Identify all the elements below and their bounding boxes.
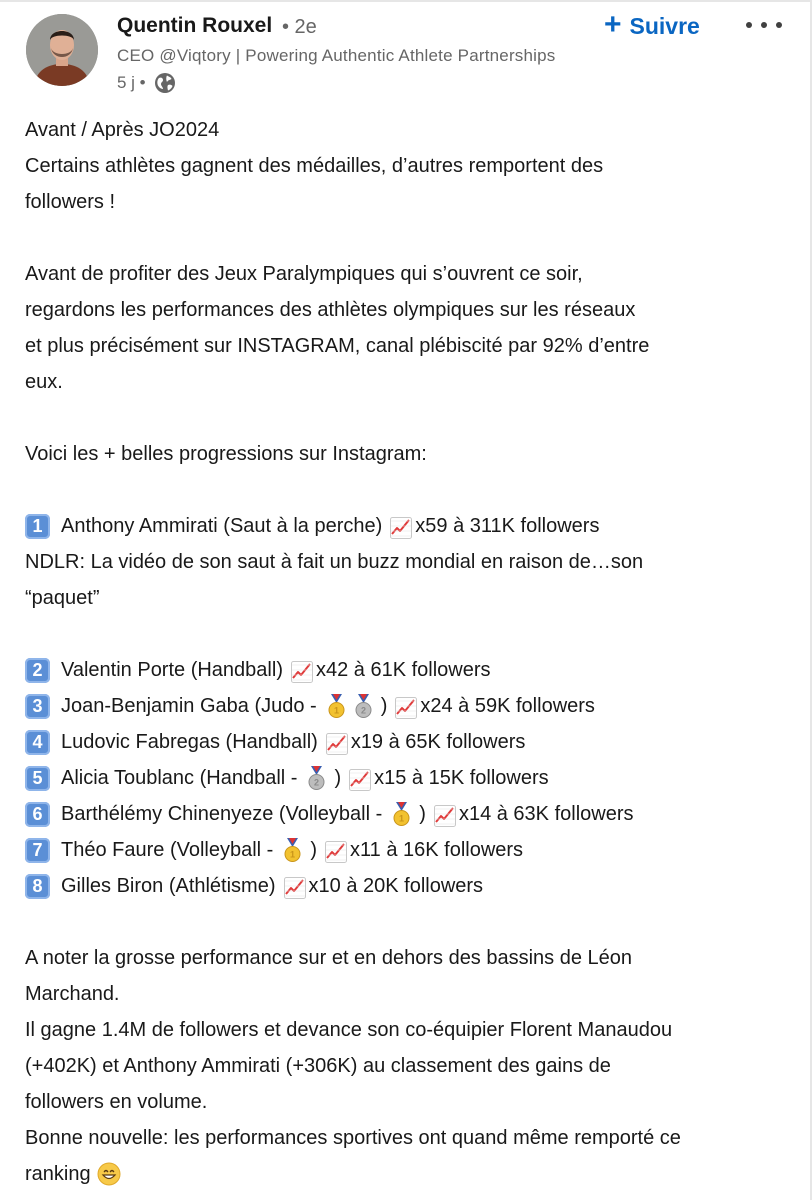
silver-medal-icon [354, 694, 373, 719]
post-meta [117, 72, 176, 94]
svg-text:1: 1 [333, 705, 339, 715]
more-options-button[interactable] [746, 10, 782, 40]
post-time: 5 j • [117, 73, 146, 92]
svg-text:1: 1 [399, 813, 405, 823]
athlete-name: Théo Faure (Volleyball - [61, 839, 274, 861]
post-line: Avant / Après JO2024 [25, 119, 220, 141]
chart-increasing-icon [291, 659, 313, 681]
keycap-number-icon: 1 [25, 514, 50, 539]
post-line: Certains athlètes gagnent des médailles, d’autres remportent des [25, 155, 604, 177]
chart-increasing-icon [390, 515, 412, 537]
svg-text:2: 2 [360, 705, 366, 715]
keycap-number-icon: 2 [25, 658, 50, 683]
post-line: Il gagne 1.4M de followers et devance son co-équipier Florent Manaudou [25, 1019, 673, 1041]
post-line: regardons les performances des athlètes olympiques sur les réseaux [25, 299, 636, 321]
dot-icon [746, 22, 752, 28]
svg-text:2: 2 [314, 777, 320, 787]
athlete-name: Gilles Biron (Athlétisme) [61, 875, 276, 897]
keycap-number-icon: 7 [25, 838, 50, 863]
closing-paren: ) [310, 839, 317, 861]
follow-label: Suivre [629, 12, 700, 39]
ranking-item [25, 796, 785, 832]
follow-button[interactable] [604, 8, 700, 44]
ranking-item [25, 832, 785, 868]
chart-increasing-icon [325, 839, 347, 861]
svg-text:1: 1 [290, 849, 296, 859]
post-line-text: ranking [25, 1163, 91, 1185]
athlete-name: Barthélémy Chinenyeze (Volleyball - [61, 803, 383, 825]
ranking-item [25, 868, 785, 904]
follower-growth: x59 à 311K followers [415, 515, 600, 537]
globe-icon [154, 72, 176, 94]
keycap-number-icon: 4 [25, 730, 50, 755]
athlete-name: Valentin Porte (Handball) [61, 659, 283, 681]
keycap-number-icon: 3 [25, 694, 50, 719]
author-headline: CEO @Viqtory | Powering Authentic Athlete Partnerships [117, 46, 556, 65]
follower-growth: x19 à 65K followers [350, 731, 526, 753]
keycap-number-icon: 6 [25, 802, 50, 827]
chart-increasing-icon [284, 875, 306, 897]
follower-growth: x10 à 20K followers [308, 875, 484, 897]
list-intro: Voici les + belles progressions sur Instagram: [25, 443, 427, 465]
post-line: Bonne nouvelle: les performances sportives ont quand même remporté ce [25, 1127, 681, 1149]
gold-medal-icon [283, 838, 302, 863]
post-body [25, 112, 785, 1192]
post-line: et plus précisément sur INSTAGRAM, canal plébiscité par 92% d’entre [25, 335, 650, 357]
gold-medal-icon [392, 802, 411, 827]
grinning-face-icon [97, 1162, 121, 1186]
follower-growth: x42 à 61K followers [315, 659, 491, 681]
post-line: (+402K) et Anthony Ammirati (+306K) au classement des gains de [25, 1055, 611, 1077]
follower-growth: x14 à 63K followers [458, 803, 634, 825]
post-line: followers en volume. [25, 1091, 208, 1113]
chart-increasing-icon [349, 767, 371, 789]
ranking-item [25, 508, 785, 544]
follower-growth: x24 à 59K followers [420, 695, 595, 717]
silver-medal-icon [307, 766, 326, 791]
ranking-item [25, 688, 785, 724]
ranking-item [25, 652, 785, 688]
gold-medal-icon [327, 694, 346, 719]
post-line: eux. [25, 371, 63, 393]
keycap-number-icon: 5 [25, 766, 50, 791]
post-line: Marchand. [25, 983, 120, 1005]
follower-growth: x15 à 15K followers [374, 767, 549, 789]
dot-icon [776, 22, 782, 28]
keycap-number-icon: 8 [25, 874, 50, 899]
avatar[interactable] [26, 14, 98, 86]
post-line-last [25, 1156, 785, 1192]
athlete-name: Joan-Benjamin Gaba (Judo - [61, 695, 317, 717]
author-name[interactable]: Quentin Rouxel [117, 14, 273, 37]
post-line: followers ! [25, 191, 116, 213]
closing-paren: ) [380, 695, 388, 717]
connection-degree: • 2e [282, 16, 317, 38]
athlete-name: Anthony Ammirati (Saut à la perche) [61, 515, 383, 537]
dot-icon [761, 22, 767, 28]
athlete-name: Ludovic Fabregas (Handball) [61, 731, 318, 753]
card-border [0, 0, 812, 2]
post-line: “paquet” [25, 587, 100, 609]
post-line: NDLR: La vidéo de son saut à fait un buzz mondial en raison de…son [25, 551, 644, 573]
athlete-name: Alicia Toublanc (Handball - [61, 767, 298, 789]
post-line: Avant de profiter des Jeux Paralympiques qui s’ouvrent ce soir, [25, 263, 583, 285]
plus-icon: + [604, 8, 622, 41]
ranking-item [25, 760, 785, 796]
post-line: A noter la grosse performance sur et en dehors des bassins de Léon [25, 947, 633, 969]
chart-increasing-icon [395, 695, 417, 717]
closing-paren: ) [334, 767, 342, 789]
chart-increasing-icon [434, 803, 456, 825]
chart-increasing-icon [326, 731, 348, 753]
ranking-item [25, 724, 785, 760]
follower-growth: x11 à 16K followers [350, 839, 524, 861]
avatar-image [26, 14, 98, 86]
closing-paren: ) [419, 803, 426, 825]
